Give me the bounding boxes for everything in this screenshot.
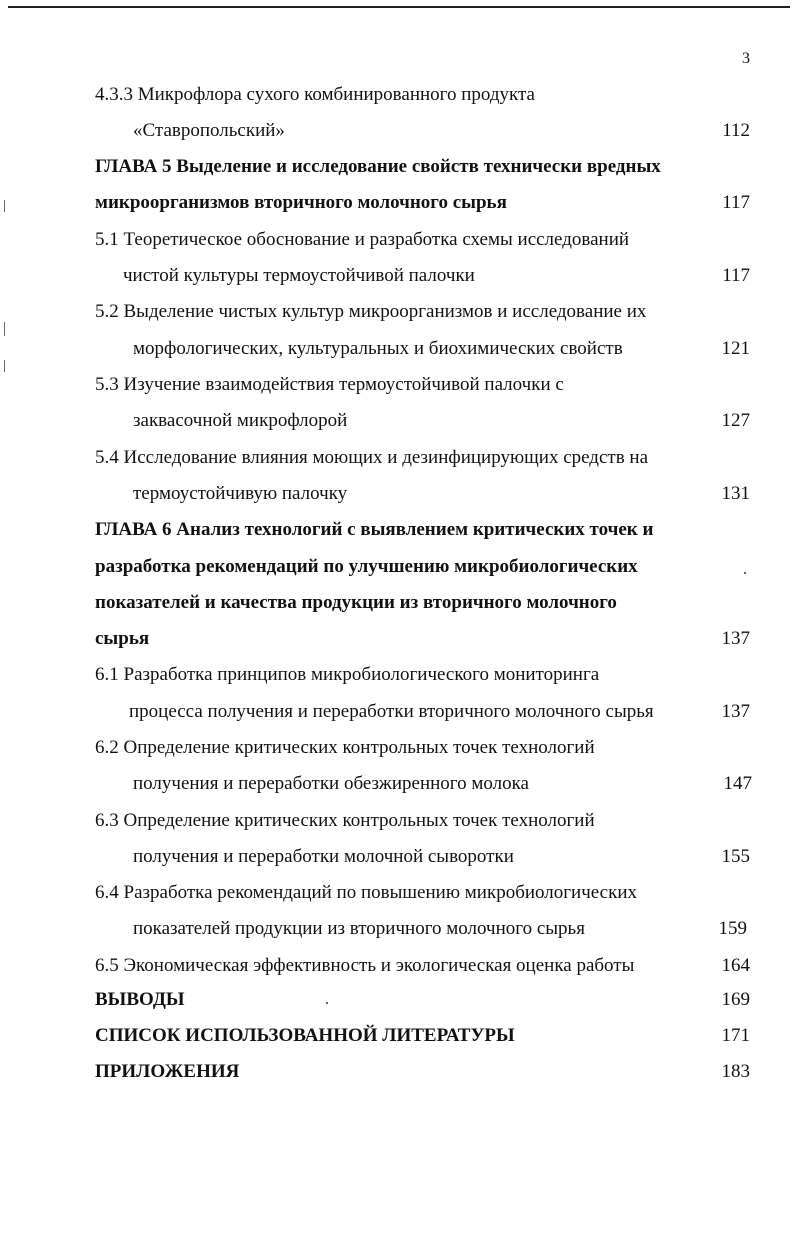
toc-chapter-6-page: 137 xyxy=(721,628,750,649)
toc-entry-6-4-line2: показателей продукции из вторичного молочного сырья xyxy=(133,918,585,939)
toc-appendices-page: 183 xyxy=(721,1061,750,1082)
toc-entry-4-3-3-line1: 4.3.3 Микрофлора сухого комбинированного продукта xyxy=(95,84,535,105)
toc-entry-6-3-line2: получения и переработки молочной сыворотки xyxy=(133,846,514,867)
toc-entry-5-2-line1: 5.2 Выделение чистых культур микроорганизмов и исследование их xyxy=(95,301,647,322)
toc-entry-5-2-line2: морфологических, культуральных и биохимических свойств xyxy=(133,338,623,359)
toc-entry-6-1-line1: 6.1 Разработка принципов микробиологического мониторинга xyxy=(95,664,600,685)
toc-entry-5-4-line2: термоустойчивую палочку xyxy=(133,483,348,504)
scan-speck xyxy=(744,572,746,574)
toc-chapter-5-line2: микроорганизмов вторичного молочного сырья xyxy=(95,192,507,213)
toc-appendices-label: ПРИЛОЖЕНИЯ xyxy=(95,1061,240,1082)
toc-chapter-6-line4: сырья xyxy=(95,628,150,649)
toc-entry-5-4-page: 131 xyxy=(721,483,750,504)
toc-entry-5-4-line1: 5.4 Исследование влияния моющих и дезинфицирующих средств на xyxy=(95,447,649,468)
toc-entry-6-5-line1: 6.5 Экономическая эффективность и экологическая оценка работы xyxy=(95,955,635,976)
toc-entry-5-3-page: 127 xyxy=(721,410,750,431)
top-rule xyxy=(8,6,790,8)
toc-entry-6-2-line2: получения и переработки обезжиренного молока xyxy=(133,773,529,794)
toc-entry-6-5-page: 164 xyxy=(721,955,750,976)
toc-entry-6-3-page: 155 xyxy=(721,846,750,867)
toc-entry-6-2-line1: 6.2 Определение критических контрольных точек технологий xyxy=(95,737,595,758)
toc-references-page: 171 xyxy=(721,1025,750,1046)
toc-chapter-6-line1: ГЛАВА 6 Анализ технологий с выявлением критических точек и xyxy=(95,519,654,540)
toc-chapter-6-line3: показателей и качества продукции из вторичного молочного xyxy=(95,592,617,613)
scan-mark xyxy=(4,322,5,336)
toc-entry-6-1-page: 137 xyxy=(721,701,750,722)
toc-entry-5-3-line1: 5.3 Изучение взаимодействия термоустойчивой палочки с xyxy=(95,374,564,395)
page-number: 3 xyxy=(742,50,750,67)
toc-entry-6-3-line1: 6.3 Определение критических контрольных точек технологий xyxy=(95,810,595,831)
toc-entry-5-1-page: 117 xyxy=(722,265,750,286)
toc-conclusions-label: ВЫВОДЫ xyxy=(95,989,185,1010)
toc-entry-6-4-page: 159 xyxy=(718,918,747,939)
toc-entry-5-2-page: 121 xyxy=(721,338,750,359)
toc-entry-5-3-line2: заквасочной микрофлорой xyxy=(133,410,348,431)
toc-entry-4-3-3-line2: «Ставропольский» xyxy=(133,120,285,141)
toc-entry-6-4-line1: 6.4 Разработка рекомендаций по повышению микробиологических xyxy=(95,882,638,903)
scan-mark xyxy=(4,360,5,372)
toc-chapter-5-line1: ГЛАВА 5 Выделение и исследование свойств технически вредных xyxy=(95,156,661,177)
toc-conclusions-page: 169 xyxy=(721,989,750,1010)
toc-chapter-6-line2: разработка рекомендаций по улучшению микробиологических xyxy=(95,556,638,577)
scan-mark xyxy=(4,200,5,212)
toc-chapter-5-page: 117 xyxy=(722,192,750,213)
toc-entry-5-1-line2: чистой культуры термоустойчивой палочки xyxy=(123,265,475,286)
scan-speck xyxy=(326,1002,328,1004)
toc-entry-6-2-page: 147 xyxy=(723,773,752,794)
toc-entry-6-1-line2: процесса получения и переработки вторичного молочного сырья xyxy=(129,701,654,722)
toc-entry-5-1-line1: 5.1 Теоретическое обоснование и разработка схемы исследований xyxy=(95,229,630,250)
toc-references-label: СПИСОК ИСПОЛЬЗОВАННОЙ ЛИТЕРАТУРЫ xyxy=(95,1025,515,1046)
toc-entry-4-3-3-page: 112 xyxy=(722,120,750,141)
